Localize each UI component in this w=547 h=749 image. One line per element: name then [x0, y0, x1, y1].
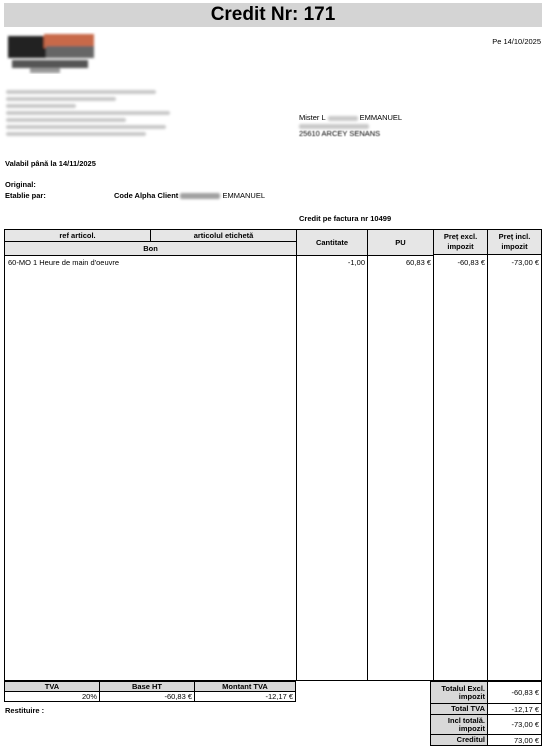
- col-header-ref: ref articol.: [5, 230, 150, 241]
- company-logo: [6, 32, 98, 74]
- issued-by-label: Etablie par:: [5, 191, 46, 200]
- total-tva-label: Total TVA: [431, 704, 488, 715]
- items-table: [4, 229, 542, 681]
- customer-city: 25610 ARCEY SENANS: [299, 129, 381, 138]
- document-title: Credit Nr: 171: [4, 3, 542, 27]
- col-header-pu: PU: [368, 230, 433, 256]
- refund-label: Restituire :: [5, 706, 45, 715]
- table-row: [5, 258, 541, 268]
- vat-table: [4, 681, 296, 702]
- client-code-label: Code Alpha Client: [114, 191, 179, 200]
- col-header-label: articolul etichetă: [151, 230, 296, 241]
- col-header-incl: Preț incl. impozit: [488, 230, 541, 255]
- row-qty: -1,00: [347, 258, 365, 267]
- credit-total-value: 73,00 €: [488, 735, 542, 746]
- totals-table: [430, 681, 542, 746]
- document-date: Pe 14/10/2025: [492, 37, 541, 46]
- vat-header-tva: TVA: [5, 682, 100, 692]
- client-code: [114, 191, 265, 200]
- company-address: [6, 88, 166, 144]
- customer-prefix: Mister L: [299, 113, 326, 122]
- col-header-qty: Cantitate: [297, 230, 367, 256]
- vat-header-base: Base HT: [100, 682, 195, 692]
- original-label: Original:: [5, 180, 36, 189]
- total-excl-value: -60,83 €: [488, 682, 542, 704]
- col-header-excl: Preț excl. impozit: [434, 230, 487, 255]
- total-incl-value: -73,00 €: [488, 715, 542, 735]
- vat-amount: -12,17 €: [195, 692, 296, 702]
- vat-base: -60,83 €: [100, 692, 195, 702]
- validity-text: Valabil până la 14/11/2025: [5, 159, 96, 168]
- total-tva-value: -12,17 €: [488, 704, 542, 715]
- vat-rate: 20%: [5, 692, 100, 702]
- client-code-value: EMMANUEL: [222, 191, 266, 200]
- total-incl-label: Incl totală. impozit: [431, 715, 488, 735]
- row-incl: -73,00 €: [511, 258, 539, 267]
- customer-block: [299, 113, 449, 138]
- col-header-bon: Bon: [5, 241, 296, 256]
- customer-name: EMMANUEL: [359, 113, 403, 122]
- credit-total-label: Creditul: [431, 735, 488, 746]
- row-pu: 60,83 €: [405, 258, 431, 267]
- vat-header-amount: Montant TVA: [195, 682, 296, 692]
- total-excl-label: Totalul Excl. impozit: [431, 682, 488, 704]
- row-ref-label: 60-MO 1 Heure de main d'oeuvre: [8, 258, 120, 267]
- row-excl: -60,83 €: [457, 258, 485, 267]
- credit-reference: Credit pe factura nr 10499: [299, 214, 392, 223]
